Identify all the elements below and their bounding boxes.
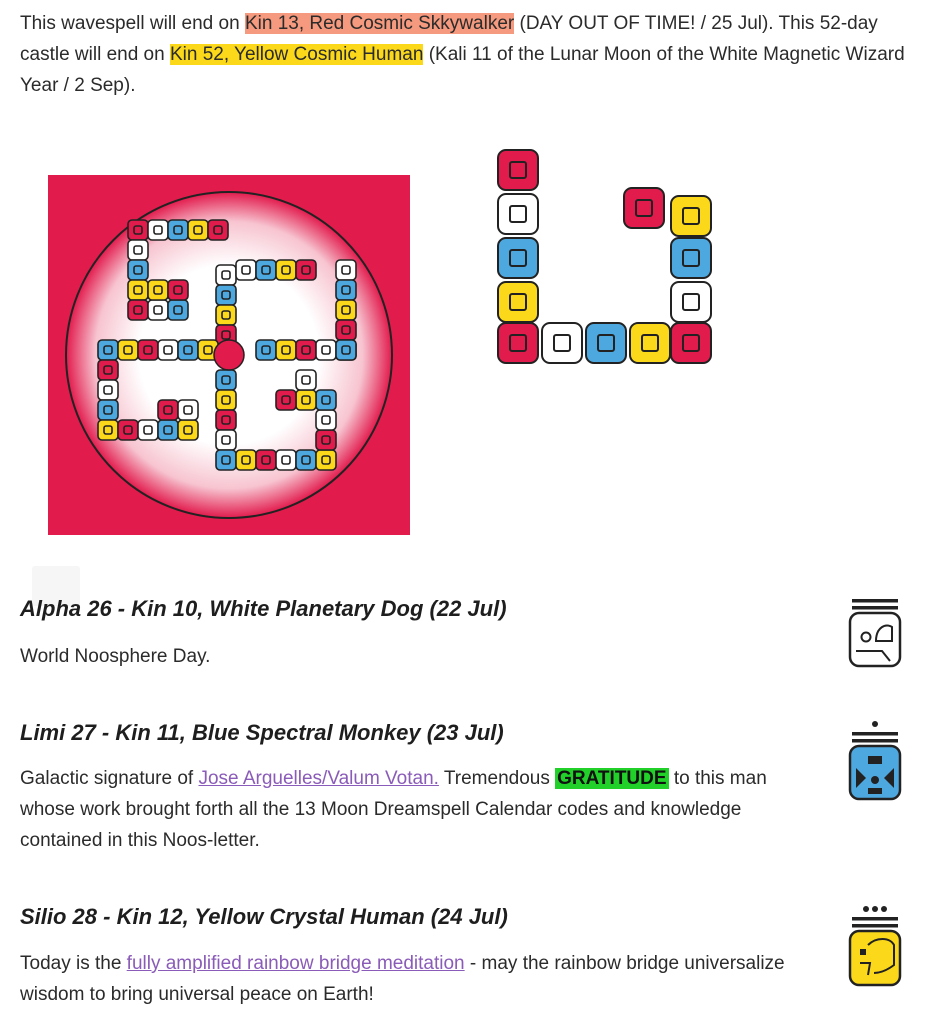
mandala-tile — [276, 390, 296, 410]
mandala-tile — [336, 300, 356, 320]
mandala-tile — [118, 420, 138, 440]
wavespell-tile — [498, 238, 538, 278]
intro-paragraph — [20, 8, 910, 101]
body-text: Tremendous — [438, 768, 556, 789]
mandala-tile — [208, 220, 228, 240]
mandala-tile — [168, 220, 188, 240]
mandala-tile — [118, 340, 138, 360]
mandala-tile — [336, 320, 356, 340]
wavespell-path-diagram — [496, 148, 724, 373]
mandala-tile — [128, 300, 148, 320]
mandala-tile — [256, 260, 276, 280]
mandala-tile — [148, 300, 168, 320]
mandala-tile — [128, 260, 148, 280]
wavespell-tile — [671, 196, 711, 236]
wavespell-tile — [542, 323, 582, 363]
mandala-tile — [98, 360, 118, 380]
mandala-tile — [296, 260, 316, 280]
wavespell-tile — [671, 238, 711, 278]
mandala-tile — [98, 400, 118, 420]
mandala-tile — [128, 220, 148, 240]
mandala-tile — [168, 300, 188, 320]
entry-title-silio-28: Silio 28 - Kin 12, Yellow Crystal Human (24 Jul) — [20, 904, 508, 929]
entry-body-limi-27 — [20, 763, 820, 856]
body-text: Galactic signature of — [20, 768, 199, 789]
mandala-tile — [316, 340, 336, 360]
mandala-tile — [236, 450, 256, 470]
mandala-tile — [148, 280, 168, 300]
mandala-tile — [216, 390, 236, 410]
mandala-tile — [216, 450, 236, 470]
mandala-tile — [276, 450, 296, 470]
entry-body-alpha-26: World Noosphere Day. — [20, 646, 211, 667]
mandala-tile — [148, 220, 168, 240]
intro-text-1: This wavespell will end on — [20, 13, 245, 34]
wavespell-tile — [498, 323, 538, 363]
mandala-tile — [316, 430, 336, 450]
kin52-highlight: Kin 52, Yellow Cosmic Human — [169, 44, 424, 65]
yellow-human-glyph-icon — [846, 905, 904, 989]
castle-mandala-diagram — [48, 175, 410, 535]
mandala-tile — [336, 340, 356, 360]
jose-arguelles-link[interactable]: Jose Arguelles/Valum Votan. — [198, 768, 439, 789]
mandala-tile — [128, 240, 148, 260]
mandala-tile — [316, 390, 336, 410]
rainbow-bridge-meditation-link[interactable]: fully amplified rainbow bridge meditation — [126, 953, 465, 974]
mandala-tile — [158, 420, 178, 440]
mandala-tile — [276, 340, 296, 360]
mandala-tile — [98, 420, 118, 440]
mandala-tile — [178, 400, 198, 420]
mandala-tile — [98, 340, 118, 360]
mandala-tile — [296, 450, 316, 470]
mandala-tile — [296, 340, 316, 360]
body-text: to this man whose work brought forth all the 13 Moon Dreamspell Calendar codes and knowledge contained in this Noos-letter. — [20, 768, 767, 851]
mandala-tile — [158, 340, 178, 360]
mandala-tile — [216, 305, 236, 325]
wavespell-tile — [630, 323, 670, 363]
mandala-tile — [178, 420, 198, 440]
mandala-tile — [98, 380, 118, 400]
wavespell-tile — [624, 188, 664, 228]
entry-body-silio-28 — [20, 948, 820, 1010]
kin13-highlight: Kin 13, Red Cosmic Skkywalker — [244, 13, 515, 34]
mandala-tile — [296, 390, 316, 410]
body-text: Today is the — [20, 953, 127, 974]
entry-title-limi-27: Limi 27 - Kin 11, Blue Spectral Monkey (23 Jul) — [20, 720, 504, 745]
mandala-tile — [256, 450, 276, 470]
mandala-tile — [178, 340, 198, 360]
entry-title-alpha-26: Alpha 26 - Kin 10, White Planetary Dog (22 Jul) — [20, 596, 507, 621]
intro-text-2: (DAY OUT OF TIME! / 25 Jul). This 52-day castle will end on — [20, 13, 878, 65]
mandala-tile — [316, 450, 336, 470]
mandala-tile — [168, 280, 188, 300]
wavespell-tile — [498, 150, 538, 190]
mandala-tile — [138, 340, 158, 360]
mandala-tile — [336, 280, 356, 300]
mandala-tile — [216, 410, 236, 430]
mandala-tile — [138, 420, 158, 440]
mandala-tile — [158, 400, 178, 420]
mandala-tile — [316, 410, 336, 430]
body-text: - may the rainbow bridge universalize wisdom to bring universal peace on Earth! — [20, 953, 785, 1005]
mandala-tile — [216, 370, 236, 390]
white-dog-glyph-icon — [846, 597, 904, 669]
mandala-tile — [336, 260, 356, 280]
mandala-tile — [296, 370, 316, 390]
wavespell-tile — [498, 282, 538, 322]
mandala-tile — [188, 220, 208, 240]
blue-monkey-glyph-icon — [846, 720, 904, 802]
gratitude-highlight: GRATITUDE — [557, 768, 667, 789]
mandala-tile — [256, 340, 276, 360]
wavespell-tile — [498, 194, 538, 234]
mandala-tile — [236, 260, 256, 280]
mandala-tile — [276, 260, 296, 280]
intro-text-3: (Kali 11 of the Lunar Moon of the White Magnetic Wizard Year / 2 Sep). — [20, 44, 905, 96]
mandala-tile — [216, 285, 236, 305]
mandala-tile — [128, 280, 148, 300]
wavespell-tile — [671, 323, 711, 363]
mandala-tile — [216, 430, 236, 450]
wavespell-tile — [586, 323, 626, 363]
mandala-tile — [216, 265, 236, 285]
wavespell-tile — [671, 282, 711, 322]
